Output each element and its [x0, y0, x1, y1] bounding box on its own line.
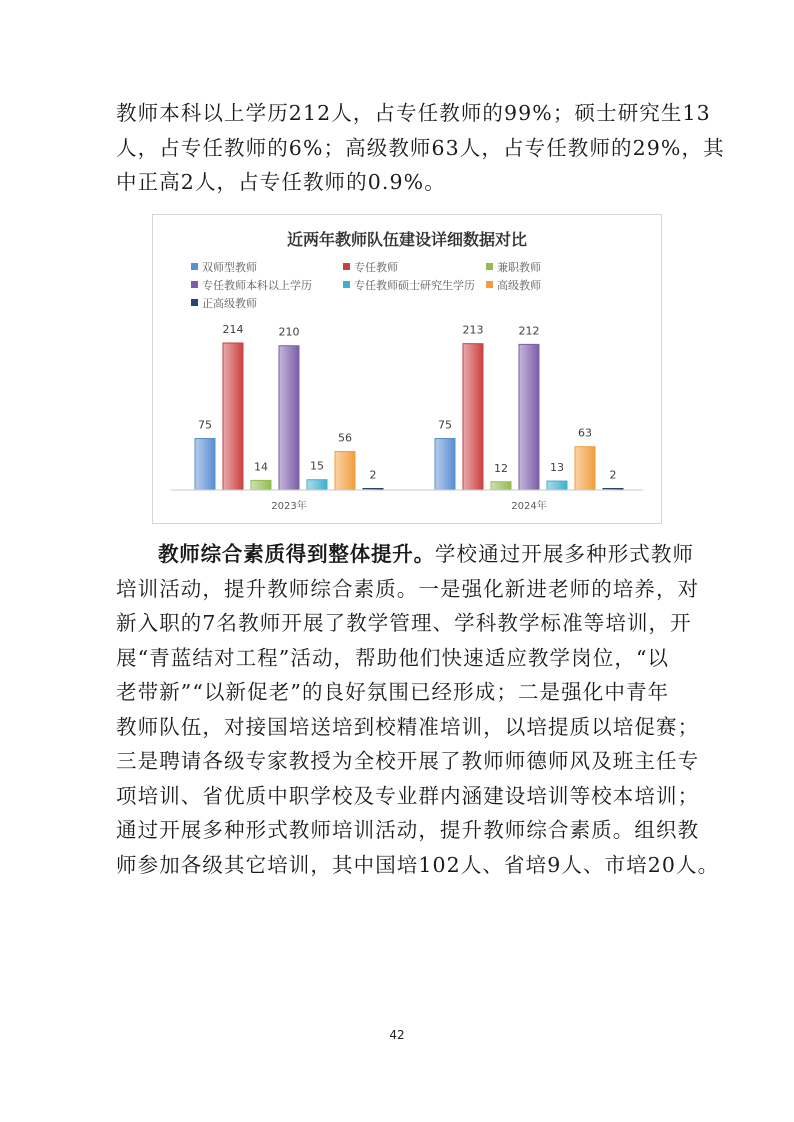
bar-data-label: 14	[254, 460, 268, 474]
chart-bars	[195, 323, 623, 490]
legend-label: 专任教师本科以上学历	[202, 279, 312, 292]
bar-series-0-0	[195, 438, 215, 490]
bar-data-label: 75	[438, 418, 452, 432]
text-line-rest: 学校通过开展多种形式教师	[434, 542, 695, 566]
text-line: 教师队伍，对接国培送培到校精准培训，以培提质以培促赛；	[116, 714, 700, 739]
text-line: 人，占专任教师的6%；高级教师63人，占专任教师的29%，其	[116, 135, 725, 160]
bar-series-4-0	[307, 480, 327, 490]
bar-data-label: 56	[338, 431, 352, 445]
bar-series-0-1	[435, 438, 455, 490]
bar-series-4-1	[547, 481, 567, 490]
legend-label: 双师型教师	[202, 261, 257, 274]
bar-series-5-0	[335, 452, 355, 490]
bar-series-3-1	[519, 344, 539, 490]
text-line: 通过开展多种形式教师培训活动，提升教师综合素质。组织教	[116, 818, 700, 842]
bar-data-label: 2	[369, 468, 377, 482]
chart-canvas	[153, 215, 661, 523]
bar-series-2-0	[251, 480, 271, 490]
legend-swatch	[191, 263, 198, 270]
bar-series-1-1	[463, 344, 483, 490]
x-tick-label: 2023年	[271, 501, 307, 512]
bar-series-3-0	[279, 346, 299, 490]
legend-label: 正高级教师	[202, 297, 257, 310]
legend-swatch	[343, 281, 350, 288]
legend-swatch	[191, 281, 198, 288]
text-line: 项培训、省优质中职学校及专业群内涵建设培训等校本培训；	[116, 783, 700, 808]
legend-swatch	[486, 281, 493, 288]
text-line-first	[116, 537, 696, 572]
teacher-comparison-chart	[152, 214, 662, 524]
bar-data-label: 214	[222, 322, 244, 336]
bar-data-label: 63	[578, 426, 592, 440]
bar-series-2-1	[491, 482, 511, 490]
legend-swatch	[191, 299, 198, 306]
chart-title: 近两年教师队伍建设详细数据对比	[286, 230, 528, 249]
bar-data-label: 213	[462, 323, 484, 337]
legend-label: 高级教师	[497, 279, 541, 292]
text-line: 师参加各级其它培训，其中国培102人、省培9人、市培20人。	[116, 852, 720, 877]
x-axis-labels	[271, 499, 546, 512]
bar-data-label: 2	[609, 468, 617, 482]
legend-swatch	[343, 263, 350, 270]
text-line: 中正高2人，占专任教师的0.9%。	[116, 170, 446, 194]
legend-label: 专任教师	[354, 261, 398, 274]
text-line: 新入职的7名教师开展了教学管理、学科教学标准等培训，开	[116, 611, 692, 635]
page-number: 42	[389, 1028, 405, 1042]
paragraph-teacher-training	[116, 537, 720, 882]
legend-swatch	[486, 263, 493, 270]
x-tick-label: 2024年	[511, 501, 547, 512]
text-line: 展“青蓝结对工程”活动，帮助他们快速适应教学岗位，“以	[116, 645, 670, 670]
legend-label: 兼职教师	[497, 261, 541, 274]
bar-data-label: 15	[310, 459, 324, 473]
text-line: 培训活动，提升教师综合素质。一是强化新进老师的培养，对	[116, 576, 700, 601]
bar-data-label: 75	[198, 418, 212, 432]
bar-data-label: 210	[278, 325, 300, 339]
bar-data-label: 212	[518, 324, 540, 338]
bar-data-label: 12	[494, 461, 508, 475]
text-line: 老带新”“以新促老”的良好氛围已经形成；二是强化中青年	[116, 680, 670, 704]
bar-series-1-0	[223, 343, 243, 490]
bar-series-5-1	[575, 447, 595, 490]
bar-data-label: 13	[550, 461, 564, 475]
text-line: 教师本科以上学历212人，占专任教师的99%；硕士研究生13	[116, 101, 711, 125]
text-line: 三是聘请各级专家教授为全校开展了教师师德师风及班主任专	[116, 749, 700, 773]
paragraph-education-stats	[116, 96, 725, 200]
legend-label: 专任教师硕士研究生学历	[354, 279, 475, 292]
paragraph-heading: 教师综合素质得到整体提升。	[158, 542, 435, 566]
chart-legend	[191, 260, 541, 310]
